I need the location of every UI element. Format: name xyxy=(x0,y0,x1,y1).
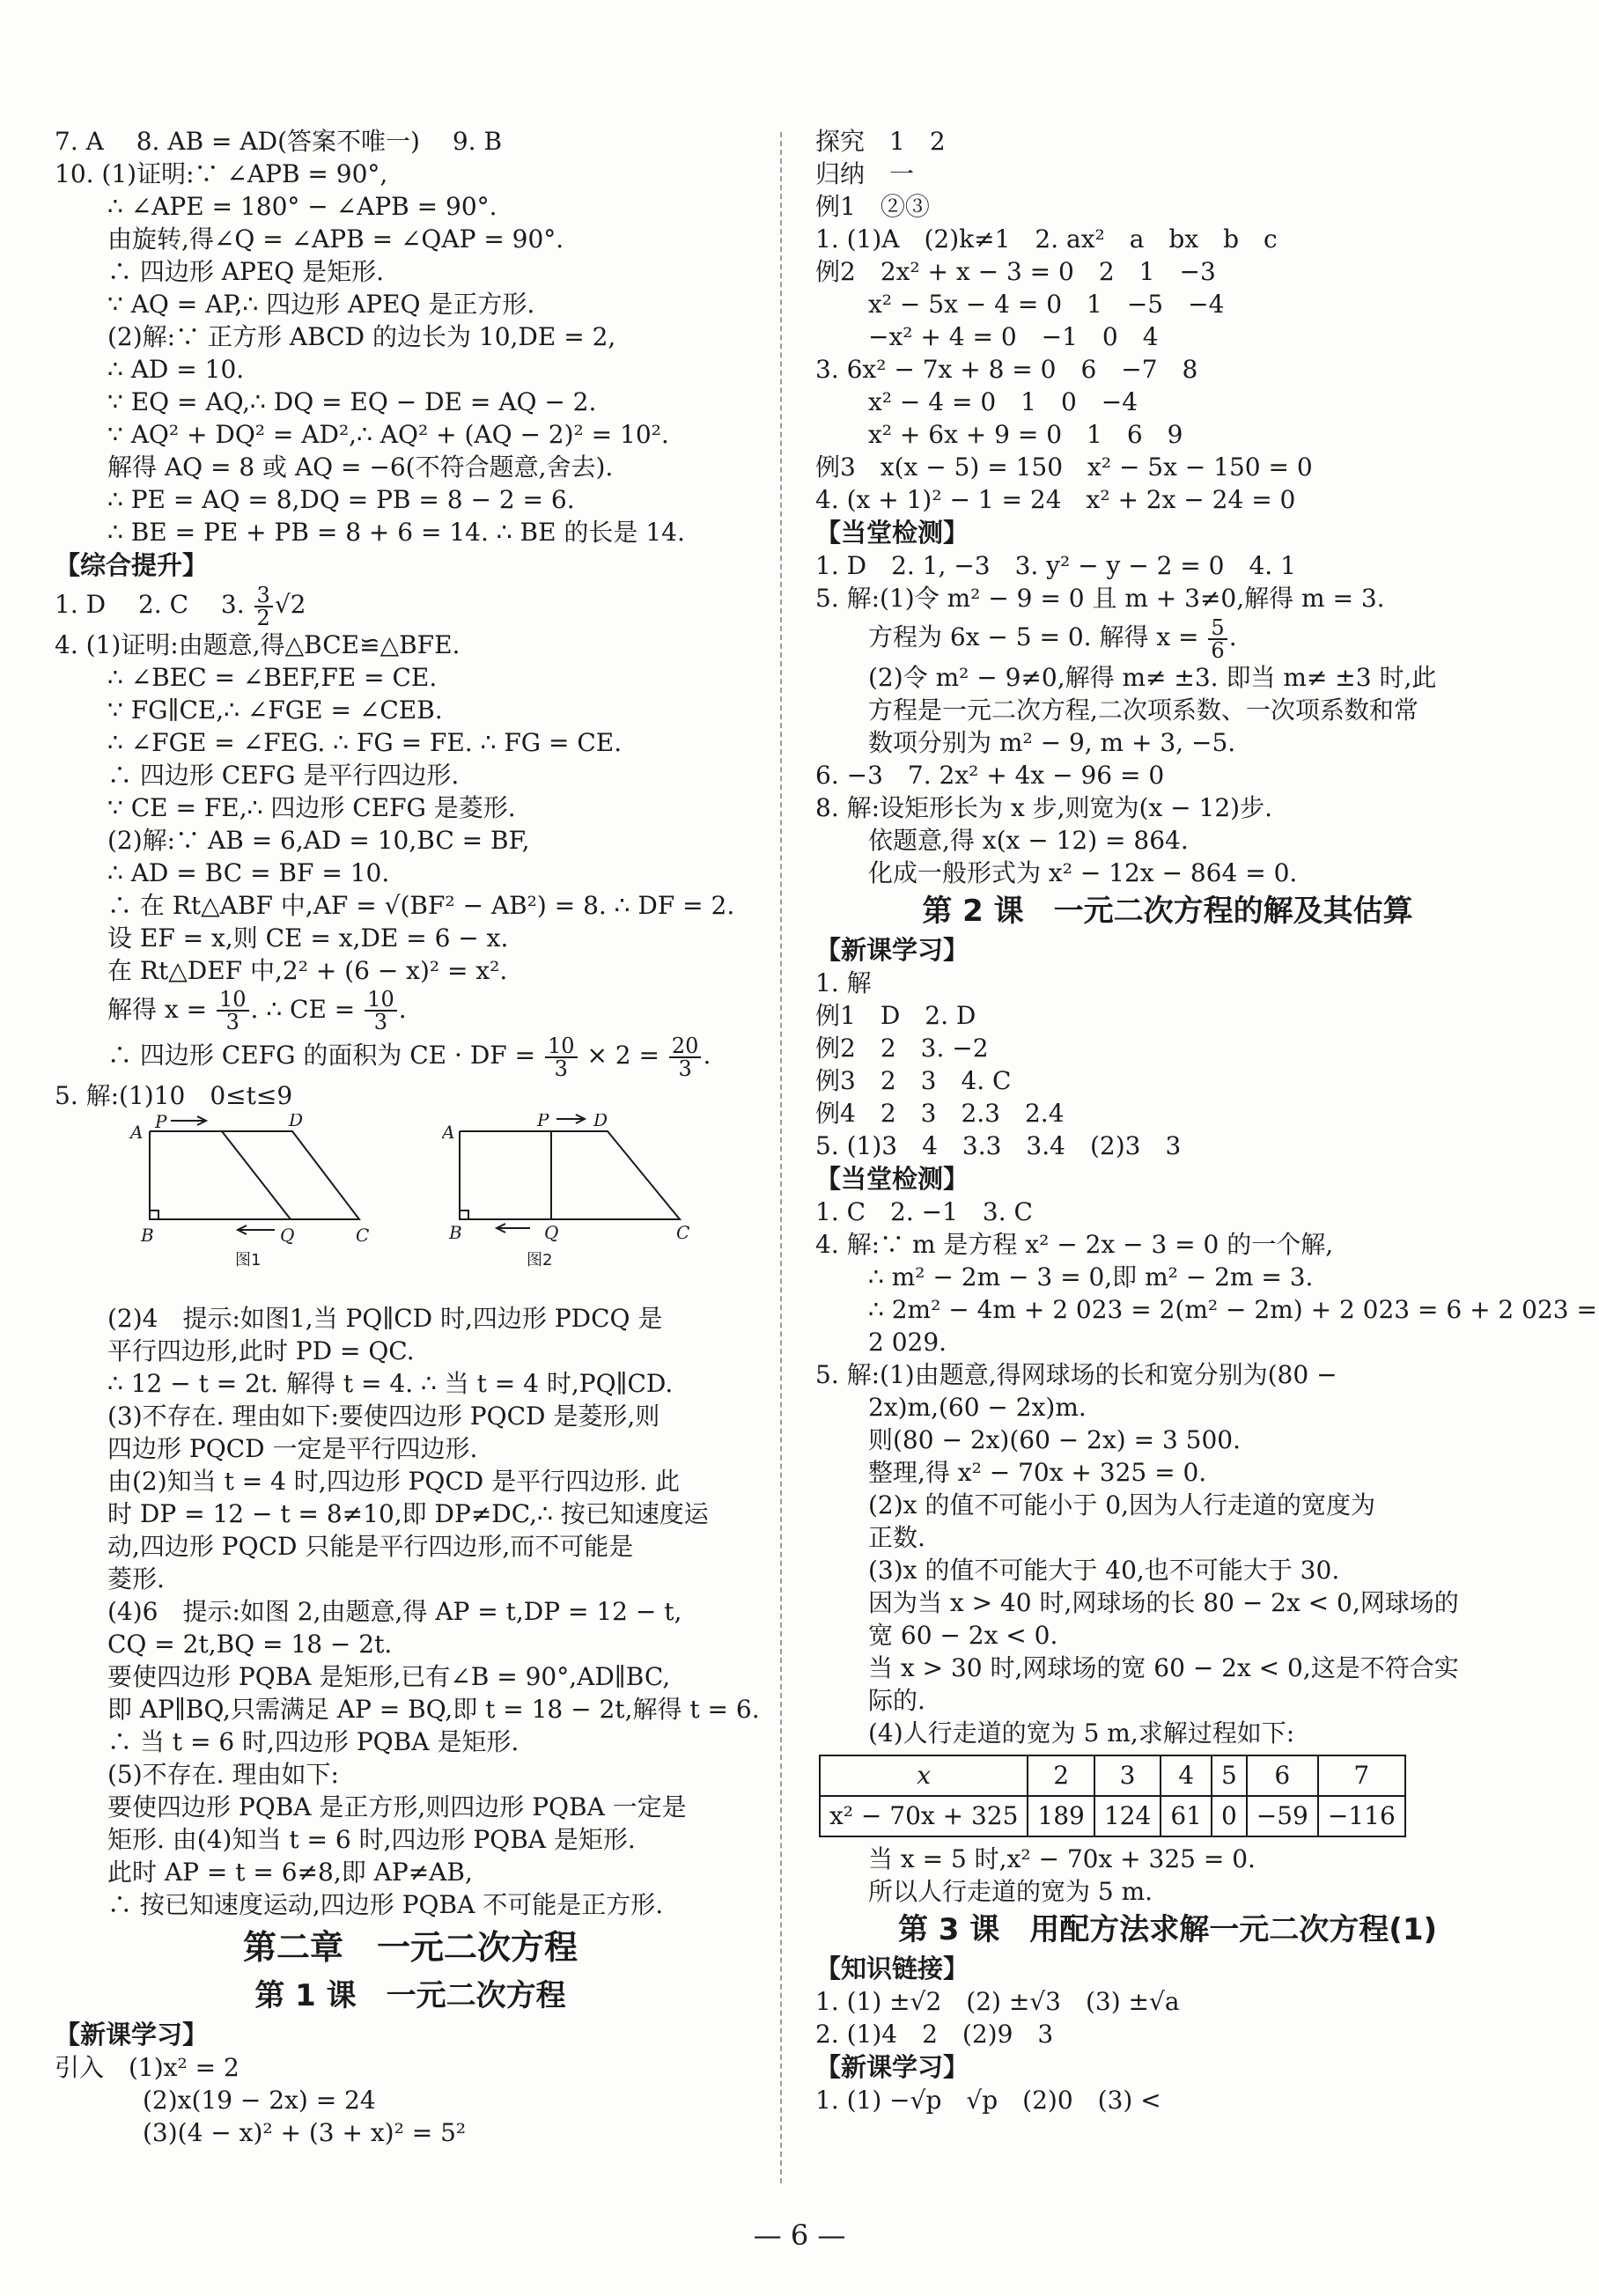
answer-line: 因为当 x > 40 时,网球场的长 80 − 2x < 0,网球场的 xyxy=(868,1587,1459,1617)
value-table xyxy=(819,1755,1406,1837)
answer-line: ∴ m² − 2m − 3 = 0,即 m² − 2m = 3. xyxy=(868,1262,1314,1292)
answer-line: ∴ AD = 10. xyxy=(107,355,245,384)
table-header-cell: x² − 70x + 325 xyxy=(820,1796,1028,1836)
rt-abf-line: ∴ 在 Rt△ABF 中,AF = √(BF² − AB²) = 8. ∴ DF = 2. xyxy=(107,890,735,920)
answers-1-3: 1. D 2. C 3. $\frac{3}{2}$ √2 xyxy=(55,582,306,630)
left-column xyxy=(55,125,766,2149)
fig2-label-p: P xyxy=(537,1113,549,1130)
fig1-label-b: B xyxy=(141,1224,154,1246)
answer-line: x² − 5x − 4 = 0 1 −5 −4 xyxy=(868,290,1225,319)
section-heading-zonghe: 【综合提升】 xyxy=(55,550,209,580)
column-divider xyxy=(780,132,782,2183)
answer-line: ∴ 当 t = 6 时,四边形 PQBA 是矩形. xyxy=(107,1726,519,1756)
check-answers-continued xyxy=(815,661,1520,889)
answer-line: 即 AP∥BQ,只需满足 AP = BQ,即 t = 18 − 2t,解得 t = 6. xyxy=(107,1694,760,1724)
answer-line: −x² + 4 = 0 −1 0 4 xyxy=(868,322,1159,351)
answer-line: 6. −3 7. 2x² + 4x − 96 = 0 xyxy=(815,760,1165,790)
answer-line: ∴ 按已知速度运动,四边形 PQBA 不可能是正方形. xyxy=(107,1889,664,1919)
fraction-20-over-3: $\frac{20}{3}$ xyxy=(669,1035,702,1079)
answer-line: 动,四边形 PQCD 只能是平行四边形,而不可能是 xyxy=(107,1531,634,1561)
answer-line: 1. D 2. 1, −3 3. y² − y − 2 = 0 4. 1 xyxy=(815,551,1296,580)
answer-line: ∴ AD = BC = BF = 10. xyxy=(107,857,390,887)
answer-line: 3. 6x² − 7x + 8 = 0 6 −7 8 xyxy=(815,355,1198,384)
answer-line: 正数. xyxy=(868,1522,925,1552)
answer-line: CQ = 2t,BQ = 18 − 2t. xyxy=(107,1629,393,1659)
answer-line: 例2 2 3. −2 xyxy=(815,1033,989,1063)
table-cell: 2 xyxy=(1028,1755,1094,1796)
answer-line: 1. (1) ±√2 (2) ±√3 (3) ±√a xyxy=(815,1986,1180,2016)
fig2-label-c: C xyxy=(676,1221,690,1243)
answer-line: 4. (1)证明:由题意,得△BCE≌△BFE. xyxy=(55,629,461,659)
answer-line: 例3 x(x − 5) = 150 x² − 5x − 150 = 0 xyxy=(815,453,1313,482)
answer-line: 宽 60 − 2x < 0. xyxy=(868,1620,1058,1650)
fig2-label-q: Q xyxy=(544,1221,559,1243)
answer-line: (5)不存在. 理由如下: xyxy=(107,1759,339,1789)
right-column xyxy=(815,125,1597,2116)
answer-line: 例3 2 3 4. C xyxy=(815,1065,1012,1095)
answer-line: 1. C 2. −1 3. C xyxy=(815,1196,1033,1226)
answer-line: 例4 2 3 2.3 2.4 xyxy=(815,1098,1065,1128)
answer-5-continued xyxy=(55,1302,766,1921)
fig2-outline xyxy=(460,1131,680,1219)
answer-line: 依题意,得 x(x − 12) = 864. xyxy=(868,825,1189,855)
answer-5-line: 5. 解:(1)10 0≤t≤9 xyxy=(55,1080,293,1110)
answer-line: 此时 AP = t = 6≠8,即 AP≠AB, xyxy=(107,1857,473,1887)
lesson-1-answers xyxy=(815,125,1520,516)
fig2-label-b: B xyxy=(449,1221,462,1243)
answer-line: ∵ CE = FE,∴ 四边形 CEFG 是菱形. xyxy=(107,792,516,822)
fraction-10-over-3: $\frac{10}{3}$ xyxy=(217,989,249,1033)
answer-line: (4)6 提示:如图 2,由题意,得 AP = t,DP = 12 − t, xyxy=(107,1596,682,1626)
table-cell: 4 xyxy=(1161,1755,1212,1796)
answer-line: 2x)m,(60 − 2x)m. xyxy=(868,1392,1087,1422)
set-ef-line: 设 EF = x,则 CE = x,DE = 6 − x. xyxy=(107,923,509,953)
answer-line: (2)令 m² − 9≠0,解得 m≠ ±3. 即当 m≠ ±3 时,此 xyxy=(868,662,1437,692)
answer-line: 际的. xyxy=(868,1685,925,1715)
section-heading-dangtang-2: 【当堂检测】 xyxy=(815,1163,969,1194)
answer-line: 例1 ②③ xyxy=(815,192,930,221)
table-cell: −116 xyxy=(1318,1796,1405,1836)
fig2-caption: 图2 xyxy=(527,1250,553,1269)
answer-line: 例2 2x² + x − 3 = 0 2 1 −3 xyxy=(815,257,1216,286)
answer-line: (4)人行走道的宽为 5 m,求解过程如下: xyxy=(868,1718,1295,1748)
answer-line: ∴ 四边形 CEFG 是平行四边形. xyxy=(107,760,460,790)
fig1-label-q: Q xyxy=(280,1224,295,1246)
rt-def-line: 在 Rt△DEF 中,2² + (6 − x)² = x². xyxy=(107,955,508,985)
answer-line: 化成一般形式为 x² − 12x − 864 = 0. xyxy=(868,857,1298,887)
section-heading-xinke-2: 【新课学习】 xyxy=(815,934,969,965)
answer-line: 所以人行走道的宽为 5 m. xyxy=(868,1876,1153,1906)
lesson-2-title: 第 2 课 一元二次方程的解及其估算 xyxy=(922,893,1413,929)
figures-row xyxy=(55,1114,766,1299)
answer-line: 整理,得 x² − 70x + 325 = 0. xyxy=(868,1457,1207,1487)
answer-line: 由(2)知当 t = 4 时,四边形 PQCD 是平行四边形. 此 xyxy=(107,1466,680,1496)
answer-line: 解得 AQ = 8 或 AQ = −6(不符合题意,舍去). xyxy=(107,453,614,482)
answer-line: 4. 解:∵ m 是方程 x² − 2x − 3 = 0 的一个解, xyxy=(815,1229,1334,1259)
check-answers-1-5 xyxy=(815,549,1520,614)
fig1-label-a: A xyxy=(130,1121,144,1143)
answer-line: 由旋转,得∠Q = ∠APB = ∠QAP = 90°. xyxy=(107,224,564,254)
table-cell: 6 xyxy=(1247,1755,1318,1796)
solve-x-line: 解得 x = $\frac{10}{3}$ . ∴ CE = $\frac{10}{3}$ . xyxy=(107,987,407,1034)
lesson-2-answers xyxy=(815,967,1520,1162)
fig1-outline xyxy=(150,1131,359,1219)
table-cell: 61 xyxy=(1161,1796,1212,1836)
fig1-pq-segment xyxy=(222,1131,291,1219)
answer-line: 5. 解:(1)令 m² − 9 = 0 且 m + 3≠0,解得 m = 3. xyxy=(815,584,1385,613)
area-line: ∴ 四边形 CEFG 的面积为 CE · DF = $\frac{10}{3}$ × 2 = $\frac{20}{3}$ . xyxy=(107,1033,711,1081)
answer-line: 当 x > 30 时,网球场的宽 60 − 2x < 0,这是不符合实 xyxy=(868,1652,1459,1682)
table-cell: 0 xyxy=(1212,1796,1247,1836)
answer-line: 方程是一元二次方程,二次项系数、一次项系数和常 xyxy=(868,695,1418,725)
table-conclusion xyxy=(815,1843,1520,1908)
equation-solution-line: 方程为 6x − 5 = 0. 解得 x = $\frac{5}{6}$ . xyxy=(868,614,1237,663)
fig1-right-angle-mark xyxy=(150,1211,158,1219)
answer-line: (3)x 的值不可能大于 40,也不可能大于 30. xyxy=(868,1555,1340,1585)
table-header-cell: x xyxy=(820,1755,1028,1796)
fig1-caption: 图1 xyxy=(235,1250,262,1269)
fig2-label-d: D xyxy=(593,1113,608,1130)
answer-line: (3)(4 − x)² + (3 + x)² = 5² xyxy=(143,2117,467,2147)
answer-line: x² − 4 = 0 1 0 −4 xyxy=(868,387,1138,416)
section-heading-zhishi: 【知识链接】 xyxy=(815,1953,969,1983)
answer-line: ∴ BE = PE + PB = 8 + 6 = 14. ∴ BE 的长是 14. xyxy=(107,518,685,547)
answer-line: 四边形 PQCD 一定是平行四边形. xyxy=(107,1433,478,1463)
answer-line: (2)x(19 − 2x) = 24 xyxy=(143,2085,376,2115)
figure-1 xyxy=(125,1114,442,1299)
answer-line: (2)解:∵ 正方形 ABCD 的边长为 10,DE = 2, xyxy=(107,322,616,351)
answer-line: 5. 解:(1)由题意,得网球场的长和宽分别为(80 − xyxy=(815,1359,1337,1389)
answer-line: 归纳 一 xyxy=(815,159,915,188)
table-cell: 3 xyxy=(1094,1755,1161,1796)
answer-line: ∵ FG∥CE,∴ ∠FGE = ∠CEB. xyxy=(107,695,443,725)
knowledge-answers xyxy=(815,1985,1520,2050)
section-heading-xinke: 【新课学习】 xyxy=(55,2019,209,2049)
answer-line: 时 DP = 12 − t = 8≠10,即 DP≠DC,∴ 按已知速度运 xyxy=(107,1498,709,1528)
answer-line: 2 029. xyxy=(868,1327,947,1357)
answer-line: ∵ AQ² + DQ² = AD²,∴ AQ² + (AQ − 2)² = 10². xyxy=(107,420,669,449)
answer-line: (2)4 提示:如图1,当 PQ∥CD 时,四边形 PDCQ 是 xyxy=(107,1303,663,1333)
answer-line: 菱形. xyxy=(107,1564,165,1593)
table-cell: 5 xyxy=(1212,1755,1247,1796)
table-cell: 189 xyxy=(1028,1796,1094,1836)
answer-line: 10. (1)证明:∵ ∠APB = 90°, xyxy=(55,159,388,188)
fig2-label-a: A xyxy=(442,1121,455,1143)
lesson-3-title: 第 3 课 用配方法求解一元二次方程(1) xyxy=(897,1911,1438,1947)
answer-line: 7. A 8. AB = AD(答案不唯一) 9. B xyxy=(55,127,503,156)
lesson-1-title: 第 1 课 一元二次方程 xyxy=(254,1977,566,2013)
figure-2 xyxy=(442,1114,759,1299)
fraction-10-over-3: $\frac{10}{3}$ xyxy=(365,989,397,1033)
fig1-label-d: D xyxy=(289,1113,304,1130)
answer-line: 要使四边形 PQBA 是矩形,已有∠B = 90°,AD∥BC, xyxy=(107,1661,671,1691)
fraction-3-over-2: $\frac{3}{2}$ xyxy=(254,585,273,629)
answer-line: ∴ 12 − t = 2t. 解得 t = 4. ∴ 当 t = 4 时,PQ∥CD. xyxy=(107,1368,674,1398)
answer-line: ∴ ∠FGE = ∠FEG. ∴ FG = FE. ∴ FG = CE. xyxy=(107,727,623,757)
table-cell: −59 xyxy=(1247,1796,1318,1836)
answer-line: 探究 1 2 xyxy=(815,127,946,156)
answer-line: ∴ ∠BEC = ∠BEF,FE = CE. xyxy=(107,662,438,692)
fig1-label-c: C xyxy=(356,1224,370,1246)
answer-line: ∵ AQ = AP,∴ 四边形 APEQ 是正方形. xyxy=(107,290,535,319)
answer-line: (2)解:∵ AB = 6,AD = 10,BC = BF, xyxy=(107,825,530,855)
answer-line: 要使四边形 PQBA 是正方形,则四边形 PQBA 一定是 xyxy=(107,1792,687,1821)
table-cell: 124 xyxy=(1094,1796,1161,1836)
answers-7-10 xyxy=(55,125,766,548)
answer-line: 8. 解:设矩形长为 x 步,则宽为(x − 12)步. xyxy=(815,792,1272,822)
answer-line: x² + 6x + 9 = 0 1 6 9 xyxy=(868,420,1183,449)
answer-line: 4. (x + 1)² − 1 = 24 x² + 2x − 24 = 0 xyxy=(815,485,1296,514)
section-heading-xinke-3: 【新课学习】 xyxy=(815,2051,969,2082)
fraction-10-over-3: $\frac{10}{3}$ xyxy=(545,1035,578,1079)
answer-line: ∴ ∠APE = 180° − ∠APB = 90°. xyxy=(107,192,497,221)
lesson-2-check-answers xyxy=(815,1196,1597,1749)
answer-line: (2)x 的值不可能小于 0,因为人行走道的宽度为 xyxy=(868,1490,1375,1520)
fig2-right-angle-mark xyxy=(460,1211,468,1219)
answer-line: 数项分别为 m² − 9, m + 3, −5. xyxy=(868,727,1236,757)
answer-line: ∵ EQ = AQ,∴ DQ = EQ − DE = AQ − 2. xyxy=(107,387,597,416)
table-cell: 7 xyxy=(1318,1755,1405,1796)
section-heading-dangtang: 【当堂检测】 xyxy=(815,518,969,548)
table-row xyxy=(820,1796,1405,1836)
answer-line: 1. 解 xyxy=(815,968,872,997)
table-row xyxy=(820,1755,1405,1796)
answer-line: 引入 (1)x² = 2 xyxy=(55,2052,239,2082)
last-answer-line: 1. (1) −√p √p (2)0 (3) < xyxy=(815,2085,1161,2115)
answer-line: 2. (1)4 2 (2)9 3 xyxy=(815,2019,1054,2049)
answer-line: 平行四边形,此时 PD = QC. xyxy=(107,1336,415,1365)
answer-line: 矩形. 由(4)知当 t = 6 时,四边形 PQBA 是矩形. xyxy=(107,1824,636,1854)
intro-answers xyxy=(55,2051,766,2149)
answer-line: 例1 D 2. D xyxy=(815,1000,976,1030)
answer-line: ∴ 四边形 APEQ 是矩形. xyxy=(107,257,385,286)
answer-line: 1. (1)A (2)k≠1 2. ax² a bx b c xyxy=(815,224,1278,254)
fig1-label-p: P xyxy=(155,1113,167,1132)
answer-line: 则(80 − 2x)(60 − 2x) = 3 500. xyxy=(868,1424,1242,1454)
answer-4-lines xyxy=(55,629,766,889)
page-number: — 6 — xyxy=(753,2219,846,2252)
answer-line: ∴ 2m² − 4m + 2 023 = 2(m² − 2m) + 2 023 = 6 + 2 023 = xyxy=(868,1294,1597,1324)
answer-line: (3)不存在. 理由如下:要使四边形 PQCD 是菱形,则 xyxy=(107,1401,660,1431)
answer-line: 5. (1)3 4 3.3 3.4 (2)3 3 xyxy=(815,1130,1182,1160)
chapter-title: 第二章 一元二次方程 xyxy=(242,1927,578,1967)
answer-line: 当 x = 5 时,x² − 70x + 325 = 0. xyxy=(868,1843,1256,1873)
fraction-5-over-6: $\frac{5}{6}$ xyxy=(1208,617,1227,661)
answer-line: ∴ PE = AQ = 8,DQ = PB = 8 − 2 = 6. xyxy=(107,485,575,514)
